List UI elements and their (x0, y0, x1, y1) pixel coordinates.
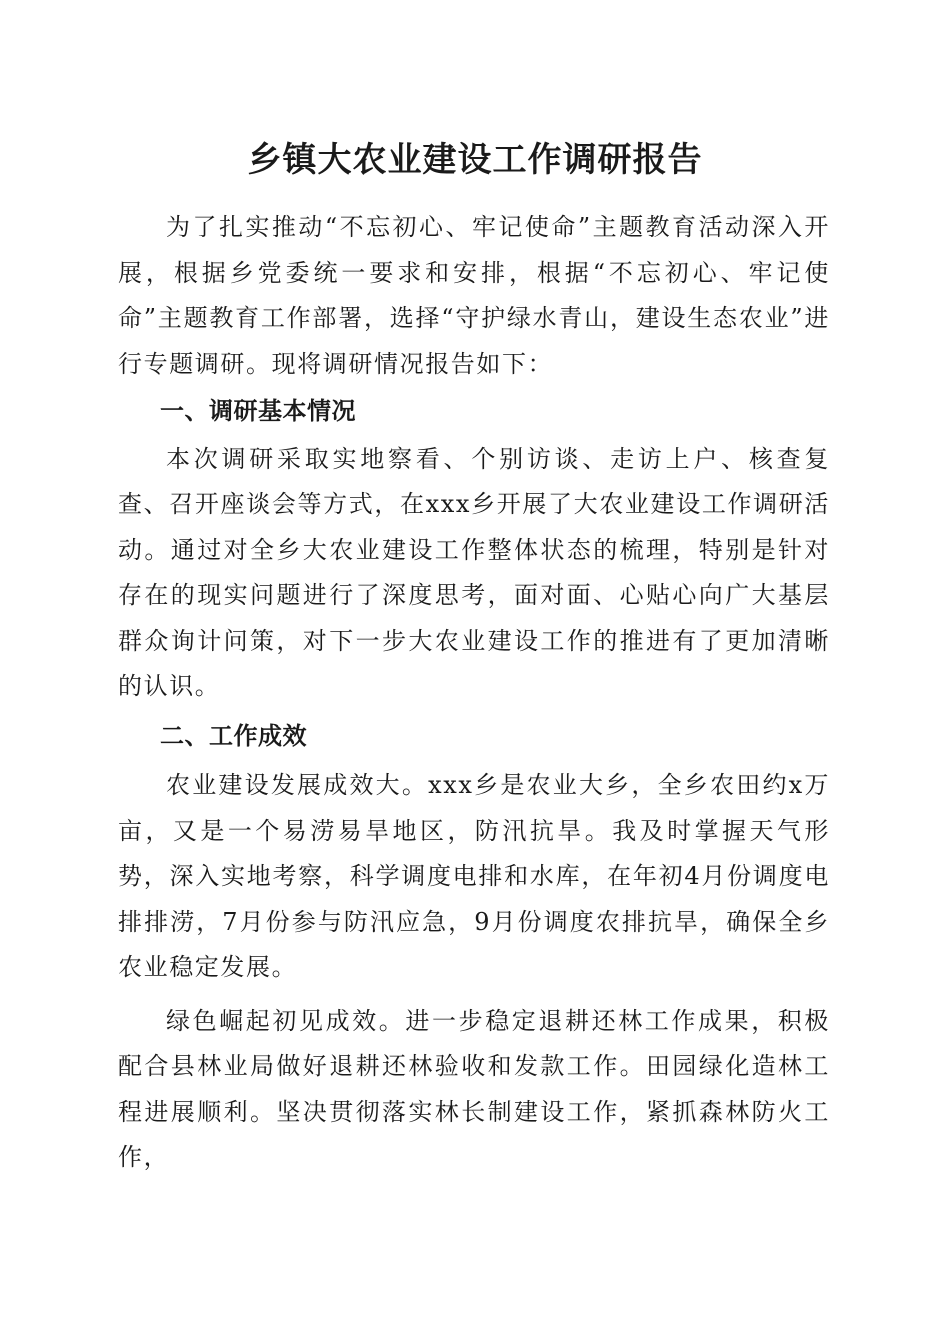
section-heading-basic-situation: 一、调研基本情况 (160, 397, 356, 425)
section-heading-achievements: 二、工作成效 (160, 721, 307, 750)
intro-paragraph: 为了扎实推动“不忘初心、牢记使命”主题教育活动深入开展，根据乡党委统一要求和安排，根据“不忘初心、牢记使命”主题教育工作部署，选择“守护绿水青山，建设生态农业”进行专题调研。现将调研情况报告如下： (118, 213, 830, 378)
section-paragraph-agriculture: 农业建设发展成效大。xxx乡是农业大乡，全乡农田约x万亩，又是一个易涝易旱地区，防汛抗旱。我及时掌握天气形势，深入实地考察，科学调度电排和水库，在年初4月份调度电排排涝，7月份参与防汛应急，9月份调度农排抗旱，确保全乡农业稳定发展。 (118, 771, 830, 981)
document-title: 乡镇大农业建设工作调研报告 (247, 140, 703, 180)
section-paragraph-basic-situation: 本次调研采取实地察看、个别访谈、走访上户、核查复查、召开座谈会等方式，在xxx乡开展了大农业建设工作调研活动。通过对全乡大农业建设工作整体状态的梳理，特别是针对存在的现实问题进行了深度思考，面对面、心贴心向广大基层群众询计问策，对下一步大农业建设工作的推进有了更加清晰的认识。 (118, 444, 830, 700)
section-paragraph-green-rise: 绿色崛起初见成效。进一步稳定退耕还林工作成果，积极配合县林业局做好退耕还林验收和发款工作。田园绿化造林工程进展顺利。坚决贯彻落实林长制建设工作，紧抓森林防火工作， (118, 1006, 830, 1171)
document-body (118, 205, 830, 1181)
